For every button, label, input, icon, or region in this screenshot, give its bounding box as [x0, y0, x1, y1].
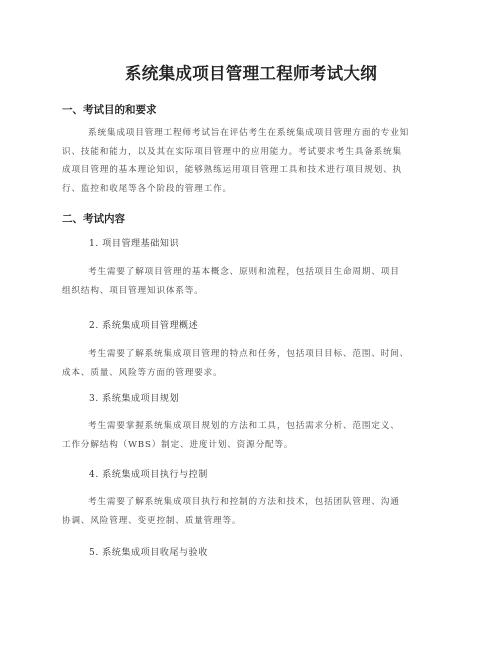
content-item-title: 2. 系统集成项目管理概述 [89, 321, 199, 331]
content-item-description [62, 263, 442, 300]
description-line: 考生需要了解系统集成项目管理的特点和任务，包括项目目标、范围、时间、 [88, 349, 410, 359]
content-item-title: 4. 系统集成项目执行与控制 [89, 470, 208, 480]
description-line: 工作分解结构（WBS）制定、进度计划、资源分配等。 [62, 439, 294, 450]
description-line: 组织结构、项目管理知识体系等。 [62, 285, 204, 296]
content-item-description [62, 345, 442, 382]
section-heading-purpose: 一、考试目的和要求 [62, 104, 157, 116]
paragraph-line: 识、技能和能力，以及其在实际项目管理中的应用能力。考试要求考生具备系统集 [62, 146, 402, 157]
content-item-title: 5. 系统集成项目收尾与验收 [89, 548, 208, 558]
paragraph-line: 行、监控和收尾等各个阶段的管理工作。 [62, 183, 232, 194]
description-line: 考生需要了解项目管理的基本概念、原则和流程，包括项目生命周期、项目 [88, 267, 400, 277]
section-paragraph-purpose [62, 124, 442, 198]
section-heading-content: 二、考试内容 [62, 213, 125, 225]
paragraph-line: 系统集成项目管理工程师考试旨在评估考生在系统集成项目管理方面的专业知 [88, 128, 410, 138]
content-item-title: 1. 项目管理基础知识 [89, 239, 180, 249]
description-line: 考生需要掌握系统集成项目规划的方法和工具，包括需求分析、范围定义、 [88, 421, 400, 431]
content-item-description [62, 493, 442, 530]
content-item-title: 3. 系统集成项目规划 [89, 394, 180, 404]
content-item-description [62, 417, 442, 454]
description-line: 成本、质量、风险等方面的管理要求。 [62, 367, 223, 378]
paragraph-line: 成项目管理的基本理论知识，能够熟练运用项目管理工具和技术进行项目规划、执 [62, 165, 402, 175]
description-line: 考生需要了解系统集成项目执行和控制的方法和技术，包括团队管理、沟通 [88, 497, 400, 507]
document-title: 系统集成项目管理工程师考试大纲 [125, 64, 377, 83]
description-line: 协调、风险管理、变更控制、质量管理等。 [62, 515, 242, 526]
